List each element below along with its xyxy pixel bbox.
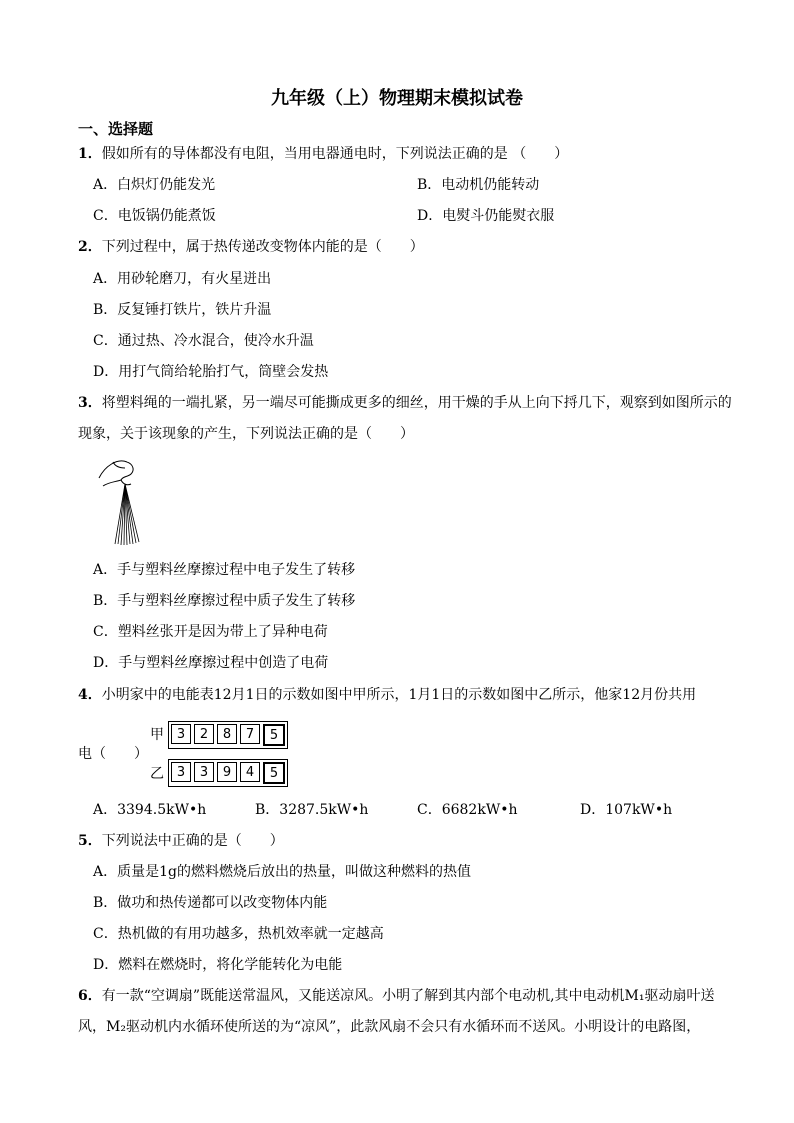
option-c: C．热机做的有用功越多，热机效率就一定越高: [93, 926, 384, 942]
question-number: 4．: [78, 687, 102, 703]
option-b: B．做功和热传递都可以改变物体内能: [93, 895, 328, 911]
meter-digit: 3: [171, 762, 191, 782]
meter-a-reading: [168, 721, 288, 749]
question-number: 6．: [78, 988, 102, 1004]
option-b: B．反复锤打铁片，铁片升温: [93, 302, 272, 318]
option-d: D．电熨斗仍能熨衣服: [417, 208, 555, 224]
question-3: [78, 388, 742, 450]
question-stem: 小明家中的电能表12月1日的示数如图中甲所示，1月1日的示数如图中乙所示，他家12月份共用: [101, 687, 697, 703]
question-stem: 下列过程中，属于热传递改变物体内能的是（ ）: [101, 239, 424, 255]
option-d: D．燃料在燃烧时，将化学能转化为电能: [93, 957, 343, 973]
question-number: 1．: [78, 146, 102, 162]
question-number: 2．: [78, 239, 102, 255]
meter-digit: 8: [217, 724, 237, 744]
question-tail: 电（ ）: [78, 746, 148, 762]
option-b: B．手与塑料丝摩擦过程中质子发生了转移: [93, 593, 356, 609]
option-d: D．用打气筒给轮胎打气，筒壁会发热: [93, 364, 329, 380]
section-heading: 一、选择题: [78, 120, 154, 138]
option-a: A．质量是1g的燃料燃烧后放出的热量，叫做这种燃料的热值: [93, 864, 471, 880]
option-c: C．通过热、冷水混合，使冷水升温: [93, 333, 314, 349]
question-number: 5．: [78, 833, 102, 849]
option-c: C．电饭锅仍能煮饭: [93, 208, 216, 224]
question-6: [78, 981, 742, 1043]
option-a: A．手与塑料丝摩擦过程中电子发生了转移: [93, 562, 356, 578]
option-a: A．3394.5kW•h: [93, 802, 207, 818]
meter-digit: 4: [240, 762, 260, 782]
meter-b-reading: [168, 759, 288, 787]
question-stem: 将塑料绳的一端扎紧，另一端尽可能撕成更多的细丝，用干燥的手从上向下捋几下，观察到如图所示的现象，关于该现象的产生，下列说法正确的是（ ）: [78, 395, 732, 442]
option-b: B．电动机仍能转动: [417, 177, 540, 193]
question-stem: 下列说法中正确的是（ ）: [101, 833, 284, 849]
option-d: D．手与塑料丝摩擦过程中创造了电荷: [93, 655, 329, 671]
question-1: [78, 139, 742, 170]
meter-b-label: 乙: [150, 766, 164, 782]
question-5: [78, 826, 742, 857]
option-a: A．用砂轮磨刀，有火星迸出: [93, 271, 272, 287]
meter-decimal-digit: 5: [263, 762, 285, 784]
question-4: [78, 680, 742, 711]
question-number: 3．: [78, 395, 102, 411]
question-stem: 有一款“空调扇”既能送常温风，又能送凉风。小明了解到其内部个电动机,其中电动机M₁驱动扇叶送风，M₂驱动机内水循环使所送的为“凉风”，此款风扇不会只有水循环而不送风。小明设计的电路图，: [78, 988, 715, 1035]
meter-a-label: 甲: [150, 727, 164, 743]
option-c: C．塑料丝张开是因为带上了异种电荷: [93, 624, 328, 640]
meter-decimal-digit: 5: [263, 724, 285, 746]
option-b: B．3287.5kW•h: [255, 802, 369, 818]
meter-digit: 7: [240, 724, 260, 744]
meter-digit: 3: [194, 762, 214, 782]
option-c: C．6682kW•h: [417, 802, 518, 818]
plastic-strands-figure: [95, 456, 155, 548]
page-title: 九年级（上）物理期末模拟试卷: [271, 88, 523, 109]
meter-digit: 3: [171, 724, 191, 744]
option-d: D．107kW•h: [580, 802, 673, 818]
meter-digit: 9: [217, 762, 237, 782]
option-a: A．白炽灯仍能发光: [93, 177, 216, 193]
question-2: [78, 232, 742, 263]
meter-digit: 2: [194, 724, 214, 744]
question-stem: 假如所有的导体都没有电阻，当用电器通电时，下列说法正确的是 （ ）: [101, 146, 569, 162]
